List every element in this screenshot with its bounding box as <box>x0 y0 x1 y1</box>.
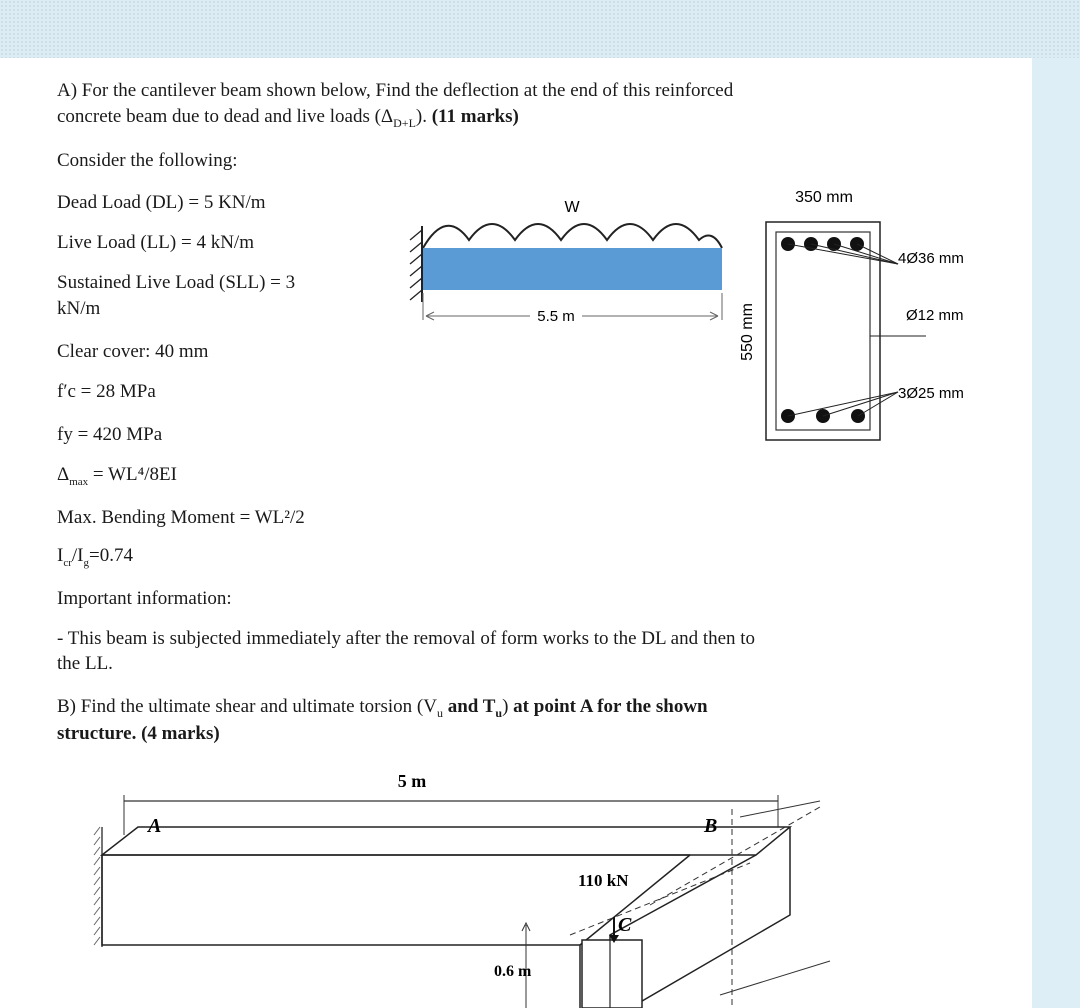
sustained-load-1: Sustained Live Load (SLL) = 3 <box>57 272 296 293</box>
section-width-label: 350 mm <box>795 189 853 206</box>
top-bars-label: 4Ø36 mm <box>898 250 964 267</box>
point-b-label: B <box>704 815 718 837</box>
dead-load: Dead Load (DL) = 5 KN/m <box>57 192 266 213</box>
offset-label: 0.6 m <box>494 963 532 980</box>
distributed-load <box>423 224 722 248</box>
torsion-structure-figure <box>90 765 850 1008</box>
concrete-strength: f′c = 28 MPa <box>57 381 156 402</box>
note-line-2: the LL. <box>57 653 113 674</box>
top-dotted-band <box>0 0 1080 58</box>
bottom-bars-label: 3Ø25 mm <box>898 385 964 402</box>
section-height-label: 550 mm <box>739 303 756 361</box>
span-label: 5.5 m <box>537 308 575 325</box>
max-moment-formula: Max. Bending Moment = WL²/2 <box>57 507 305 528</box>
consider-label: Consider the following: <box>57 150 238 171</box>
max-deflection-formula: $\Delta_{max} = WL^4/8EI$ <box>57 464 177 488</box>
beam-front-face <box>102 855 580 945</box>
torsion-span-label: 5 m <box>397 771 427 791</box>
concrete-section <box>766 222 880 440</box>
steel-strength: fy = 420 MPa <box>57 424 163 445</box>
inertia-ratio: $I_{cr}/I_g=0.74$ <box>57 545 133 569</box>
part-a-line-1: A) For the cantilever beam shown below, Find the deflection at the end of this reinforced <box>57 80 734 101</box>
cantilever-beam-figure <box>400 190 740 330</box>
live-load: Live Load (LL) = 4 kN/m <box>57 232 254 253</box>
part-b-line-1: B) Find the ultimate shear and ultimate torsion ($V_u$ and $T_u$) at point A for the shown <box>57 696 708 720</box>
important-label: Important information: <box>57 588 232 609</box>
column-below-c <box>582 940 642 1008</box>
clear-cover: Clear cover: 40 mm <box>57 341 209 362</box>
support-hatch <box>410 230 422 300</box>
load-value-label: 110 kN <box>578 871 629 890</box>
sustained-load-2: kN/m <box>57 298 101 319</box>
part-a-line-2: concrete beam due to dead and live loads $(\Delta_{D+L})$. (11 marks) <box>57 106 519 130</box>
wall-hatch <box>94 827 100 945</box>
note-line-1: - This beam is subjected immediately after the removal of form works to the DL and then to <box>57 628 756 649</box>
point-a-label: A <box>148 815 162 837</box>
part-a-marks: (11 marks) <box>431 106 519 127</box>
beam-section-figure <box>730 180 1020 450</box>
beam-top-face <box>102 827 790 855</box>
beam-body <box>423 248 722 290</box>
load-label: W <box>564 199 580 216</box>
part-b-line-2: structure. (4 marks) <box>57 723 220 744</box>
stirrup-label: Ø12 mm <box>906 307 964 324</box>
point-c-label: C <box>618 914 632 936</box>
